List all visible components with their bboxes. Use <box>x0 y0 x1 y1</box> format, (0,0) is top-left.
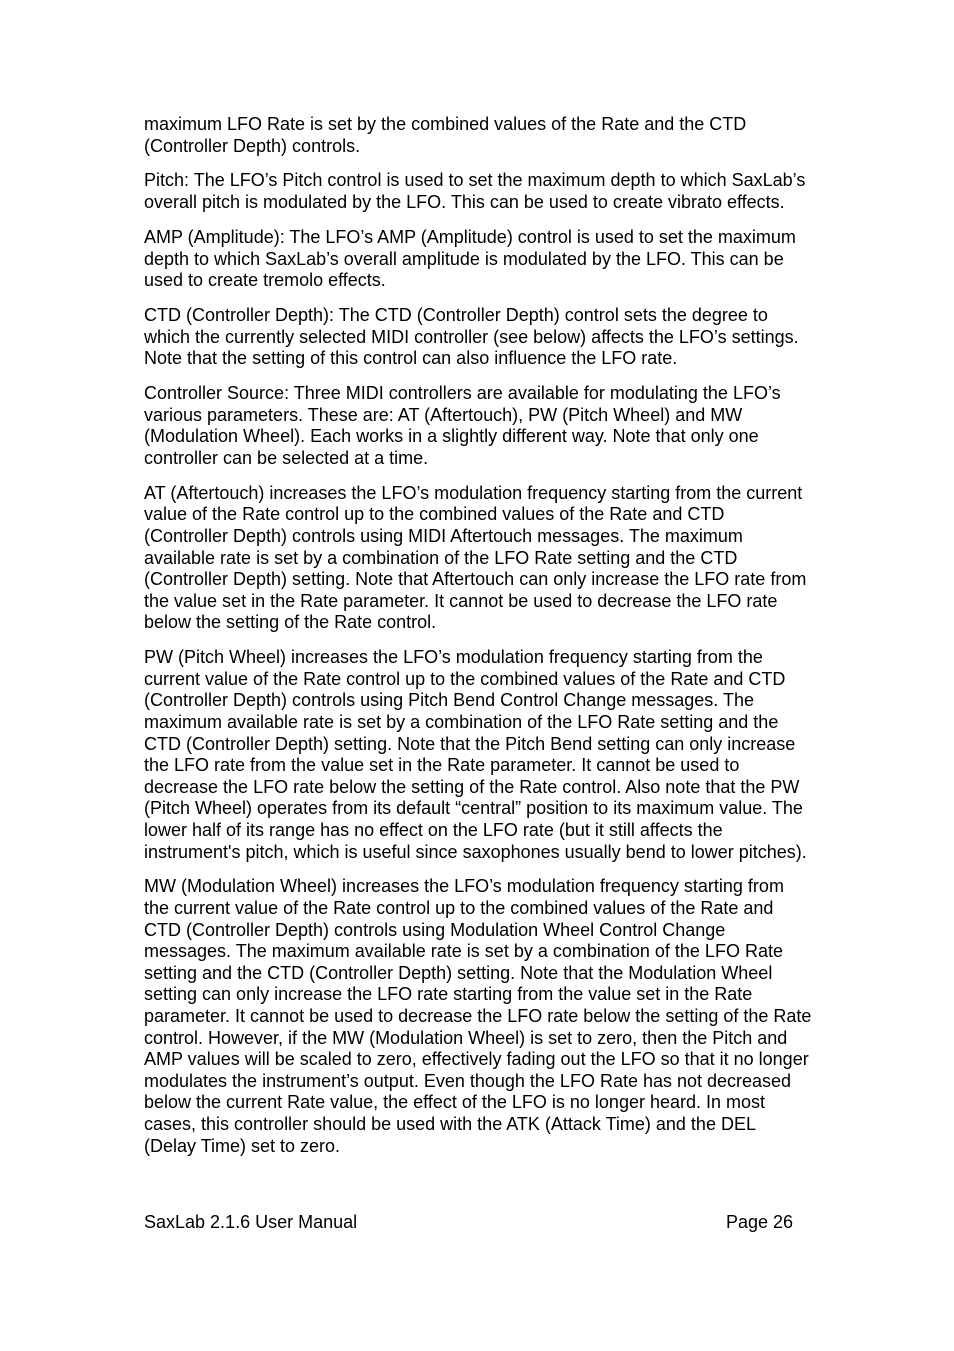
paragraph-aftertouch: AT (Aftertouch) increases the LFO’s modulation frequency starting from the current value of the Rate control up to the combined values of the Rate and CTD (Controller Depth) controls using MIDI Aftertouch messages. The maximum available rate is set by a combination of the LFO Rate setting and the CTD (Controller Depth) setting. Note that Aftertouch can only increase the LFO rate from the value set in the Rate parameter. It cannot be used to decrease the LFO rate below the setting of the Rate control. <box>144 482 807 633</box>
paragraph-lfo-rate-continued: maximum LFO Rate is set by the combined values of the Rate and the CTD (Controller Depth) controls. <box>144 114 747 156</box>
paragraph-controller-source: Controller Source: Three MIDI controllers are available for modulating the LFO’s various parameters. These are: AT (Aftertouch), PW (Pitch Wheel) and MW (Modulation Wheel). Each works in a slightly different way. Note that only one controller can be selected at a time. <box>144 383 781 468</box>
paragraph-modulation-wheel: MW (Modulation Wheel) increases the LFO’s modulation frequency starting from the current value of the Rate control up to the combined values of the Rate and CTD (Controller Depth) controls using Modulation Wheel Control Change messages. The maximum available rate is set by a combination of the LFO Rate setting and the CTD (Controller Depth) setting. Note that the Modulation Wheel setting can only increase the LFO rate starting from the value set in the Rate parameter. It cannot be used to decrease the LFO rate below the setting of the Rate control. However, if the MW (Modulation Wheel) is set to zero, then the Pitch and AMP values will be scaled to zero, effectively fading out the LFO so that it no longer modulates the instrument’s output. Even though the LFO Rate has not decreased below the current Rate value, the effect of the LFO is no longer heard. In most cases, this controller should be used with the ATK (Attack Time) and the DEL (Delay Time) set to zero. <box>144 876 812 1156</box>
footer-page-number: Page 26 <box>725 1212 793 1232</box>
manual-page-body <box>144 114 812 1171</box>
paragraph-pitch-wheel: PW (Pitch Wheel) increases the LFO’s modulation frequency starting from the current value of the Rate control up to the combined values of the Rate and CTD (Controller Depth) controls using Pitch Bend Control Change messages. The maximum available rate is set by a combination of the LFO Rate setting and the CTD (Controller Depth) setting. Note that the Pitch Bend setting can only increase the LFO rate from the value set in the Rate parameter. It cannot be used to decrease the LFO rate below the setting of the Rate control. Also note that the PW (Pitch Wheel) operates from its default “central” position to its maximum value. The lower half of its range has no effect on the LFO rate (but it still affects the instrument's pitch, which is useful since saxophones usually bend to lower pitches). <box>144 647 807 862</box>
paragraph-pitch: Pitch: The LFO’s Pitch control is used to set the maximum depth to which SaxLab’s overall pitch is modulated by the LFO. This can be used to create vibrato effects. <box>144 170 806 213</box>
footer-manual-title: SaxLab 2.1.6 User Manual <box>144 1212 358 1232</box>
paragraph-ctd: CTD (Controller Depth): The CTD (Controller Depth) control sets the degree to which the currently selected MIDI controller (see below) affects the LFO’s settings. Note that the setting of this control can also influence the LFO rate. <box>144 305 799 369</box>
paragraph-amp: AMP (Amplitude): The LFO’s AMP (Amplitude) control is used to set the maximum depth to which SaxLab’s overall amplitude is modulated by the LFO. This can be used to create tremolo effects. <box>144 226 796 291</box>
